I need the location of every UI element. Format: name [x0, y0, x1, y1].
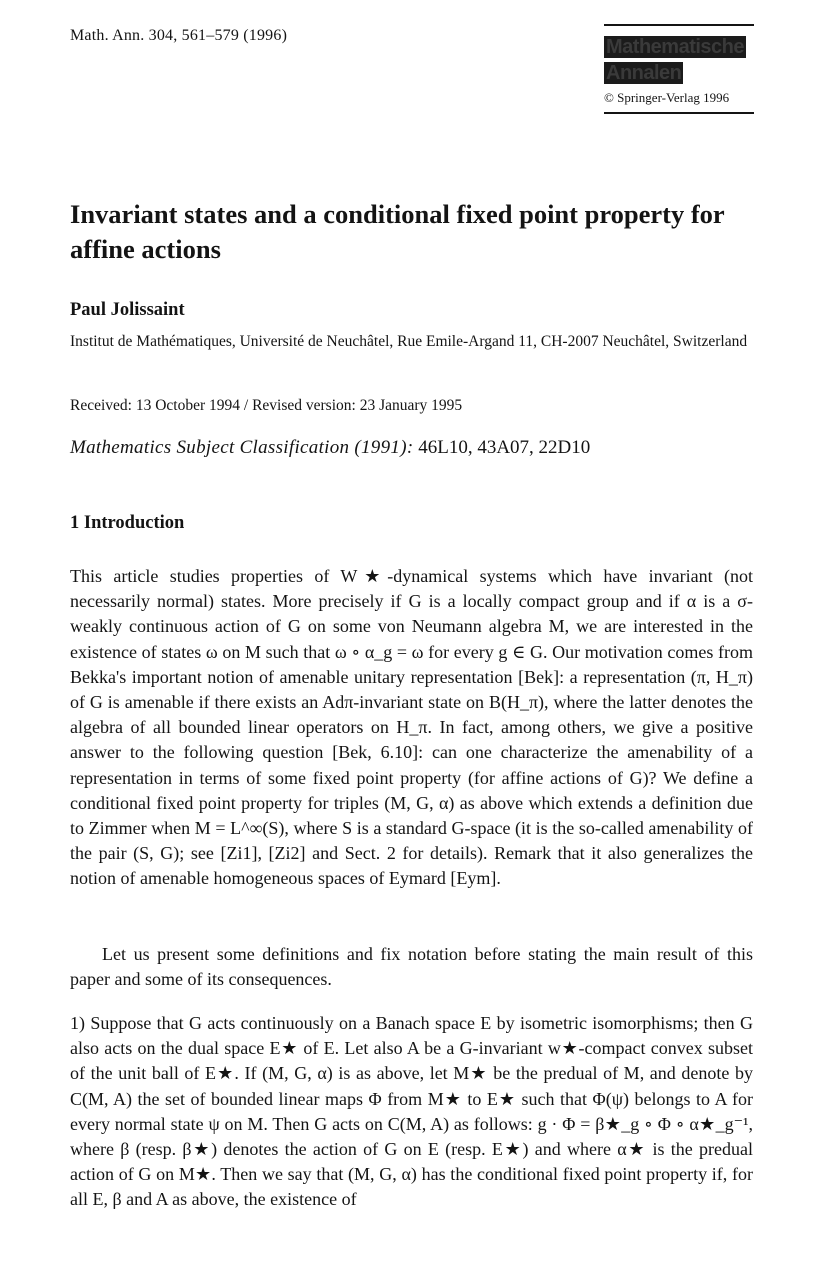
paper-title: Invariant states and a conditional fixed point property for affine actions: [70, 199, 725, 264]
journal-reference: Math. Ann. 304, 561–579 (1996): [70, 27, 288, 44]
author-affiliation: Institut de Mathématiques, Université de Neuchâtel, Rue Emile-Argand 11, CH-2007 Neuchâtel, Switzerland: [70, 333, 748, 350]
paragraph-item-1: 1) Suppose that G acts continuously on a Banach space E by isometric isomorphisms; then G also acts on the dual space E★ of E. Let also A be a G-invariant w★-compact convex subset of the unit ball of E★. If (M, G, α) is as above, let M★ be the predual of M, and denote by C(M, A) the set of bounded linear maps Φ from M★ to E★ such that Φ(ψ) belongs to A for every normal state ψ on M. Then G acts on C(M, A) as follows: g · Φ = β★_g ∘ Φ ∘ α★_g⁻¹, where β (resp. β★) denotes the action of G on E (resp. E★) and where α★ is the predual action of G on M★. Then we say that (M, G, α) has the conditional fixed point property if, for all E, β and A as above, the existence of: [70, 1013, 753, 1210]
subject-classification: [70, 437, 590, 459]
msc-label: Mathematics Subject Classification (1991):: [70, 437, 414, 458]
msc-codes: 46L10, 43A07, 22D10: [418, 437, 591, 458]
logo-word-annalen: Annalen: [606, 62, 682, 84]
section-heading: 1 Introduction: [70, 513, 185, 533]
logo-word-mathematische: Mathematische: [606, 36, 744, 58]
received-dates: Received: 13 October 1994 / Revised version: 23 January 1995: [70, 397, 463, 414]
paragraph-intro: This article studies properties of W★-dynamical systems which have invariant (not necessarily normal) states. More precisely if G is a locally compact group and if α is a σ-weakly continuous action of G on some von Neumann algebra M, we are interested in the existence of states ω on M such that ω ∘ α_g = ω for every g ∈ G. Our motivation comes from Bekka's important notion of amenable unitary representation [Bek]: a representation (π, H_π) of G is amenable if there exists an Adπ-invariant state on B(H_π), where the latter denotes the algebra of all bounded linear operators on H_π. In fact, among others, we give a positive answer to the following question [Bek, 6.10]: can one characterize the amenability of a representation in terms of some fixed point property (for affine actions of G)? We define a conditional fixed point property for triples (M, G, α) as above which extends a definition due to Zimmer when M = L^∞(S), where S is a standard G-space (it is the so-called amenability of the pair (S, G); see [Zi1], [Zi2] and Sect. 2 for details). Remark that it also generalizes the notion of amenable homogeneous spaces of Eymard [Eym].: [70, 566, 753, 889]
logo-bottom-rule: [604, 112, 754, 114]
logo-top-rule: [604, 24, 754, 26]
publisher-copyright: © Springer-Verlag 1996: [604, 90, 730, 105]
paragraph-notation: Let us present some definitions and fix notation before stating the main result of this paper and some of its consequences.: [70, 944, 753, 990]
journal-logo: [604, 24, 754, 116]
author-name: Paul Jolissaint: [70, 300, 185, 320]
